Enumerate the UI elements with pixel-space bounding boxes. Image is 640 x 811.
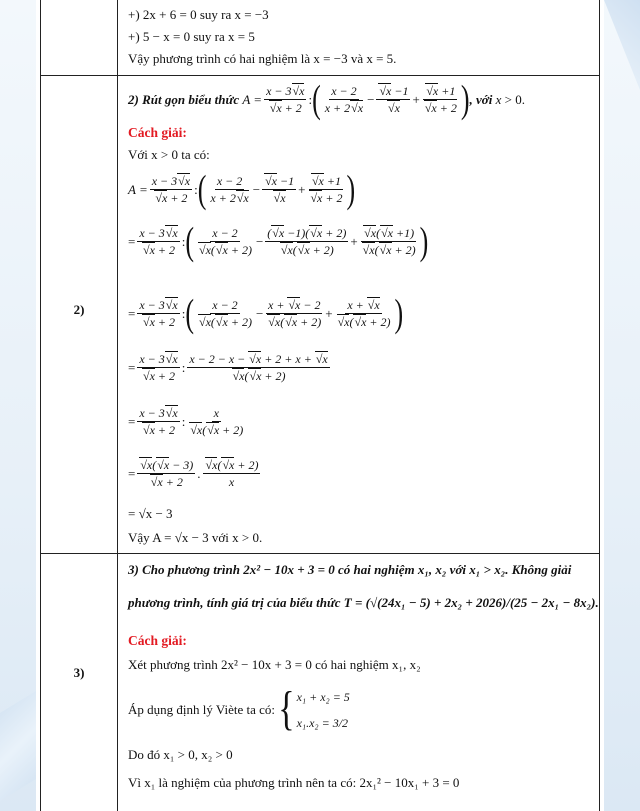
step-3: = $\frac{x - 3√x}{√x + 2}$ : ( $\frac{x - 2}{√x(√x + 2)}$ − $\frac{x + √x - 2}{√x(√x + 2)}$ + $\frac{x + √x}{√x(√x + 2)}$ ) — [128, 291, 404, 335]
step-2: = $\frac{x - 3√x}{√x + 2}$ : ( $\frac{x - 2}{√x(√x + 2)}$ − $\frac{(√x -1)(√x + 2)}{√x(√x + 2)}$ + $\frac{√x(√x +1)}{√x(√x + 2)}$ ) — [128, 219, 429, 263]
solution-3-line-4: Vì x₁ là nghiệm của phương trình nên ta có: 2x₁² − 10x₁ + 3 = 0 — [128, 775, 460, 790]
step-5: = $\frac{x - 3√x}{√x + 2}$ : $\frac{x}{√x(√x + 2)}$ — [128, 406, 244, 437]
task-2-prefix: 2) Rút gọn biểu thức — [128, 91, 240, 107]
viete-system — [297, 688, 350, 732]
step-6: = $\frac{√x(√x - 3)}{√x + 2}$ . $\frac{√x(√x + 2)}{x}$ — [128, 458, 259, 489]
solution-3-line-3: Do đó x₁ > 0, x₂ > 0 — [128, 747, 233, 762]
row-number-3: 3) — [73, 665, 85, 680]
viete-line: Áp dụng định lý Viète ta có: { x₁ + x₂ = 5 x₁.x₂ = 3/2 — [128, 683, 350, 736]
fraction: $\frac{√x -1}{√x}$ — [376, 84, 410, 115]
solution-table — [40, 0, 600, 811]
fraction: $\frac{x - 2}{x + 2√x}$ — [324, 84, 364, 115]
row-number-2: 2) — [73, 302, 85, 317]
fraction: $\frac{√x +1}{√x + 2}$ — [424, 84, 457, 115]
viete-sum: x₁ + x₂ = 5 — [296, 690, 350, 704]
task-2-expression: A = — [242, 91, 263, 107]
right-decoration — [604, 0, 640, 811]
step-7: = √x − 3 — [128, 506, 173, 521]
left-decoration — [0, 0, 36, 811]
row-divider — [41, 75, 599, 76]
step-4: = $\frac{x - 3√x}{√x + 2}$ : $\frac{x - 2 - x - √x + 2 + x + √x}{√x(√x + 2)}$ — [128, 352, 328, 383]
viete-product: x₁.x₂ = 3/2 — [296, 716, 349, 730]
step-1: A = $\frac{x - 3√x}{√x + 2}$ : ( $\frac{x - 2}{x + 2√x}$ − $\frac{√x -1}{√x}$ + $\frac{√x +1}{√x + 2}$ ) — [128, 167, 356, 211]
row-divider — [41, 553, 599, 554]
conclusion-line: Vậy phương trình có hai nghiệm là x = −3 và x = 5. — [128, 51, 397, 66]
column-divider — [117, 0, 118, 811]
task-2: 2) Rút gọn biểu thức A = $\frac{x - 3√x}{√x + 2}$ : ( $\frac{x - 2}{x + 2√x}$ − $\frac{√x -1}{√x}$ + $\frac{√x +1}{√x + 2}$ ) , với x > 0. — [128, 77, 525, 121]
case-line-2: +) 5 − x = 0 suy ra x = 5 — [128, 29, 255, 44]
task-3-line-1: 3) Cho phương trình 2x² − 10x + 3 = 0 có hai nghiệm x₁, x₂ với x₁ > x₂. Không giải — [128, 562, 572, 577]
fraction: $\frac{x - 3√x}{√x + 2}$ — [266, 84, 305, 115]
solution-3-line-1: Xét phương trình 2x² − 10x + 3 = 0 có hai nghiệm x₁, x₂ — [128, 657, 421, 672]
solution-title-3: Cách giải: — [128, 633, 187, 648]
conclusion-2: Vậy A = √x − 3 với x > 0. — [128, 530, 263, 545]
task-3-line-2: phương trình, tính giá trị của biểu thức T = (√(24x₁ − 5) + 2x₂ + 2026)/(25 − 2x₁ − 8x₂). — [128, 595, 599, 610]
solution-intro: Với x > 0 ta có: — [128, 147, 210, 162]
viete-prefix: Áp dụng định lý Viète ta có: — [128, 702, 276, 717]
case-line-1: +) 2x + 6 = 0 suy ra x = −3 — [128, 7, 269, 22]
solution-title-2: Cách giải: — [128, 125, 187, 140]
